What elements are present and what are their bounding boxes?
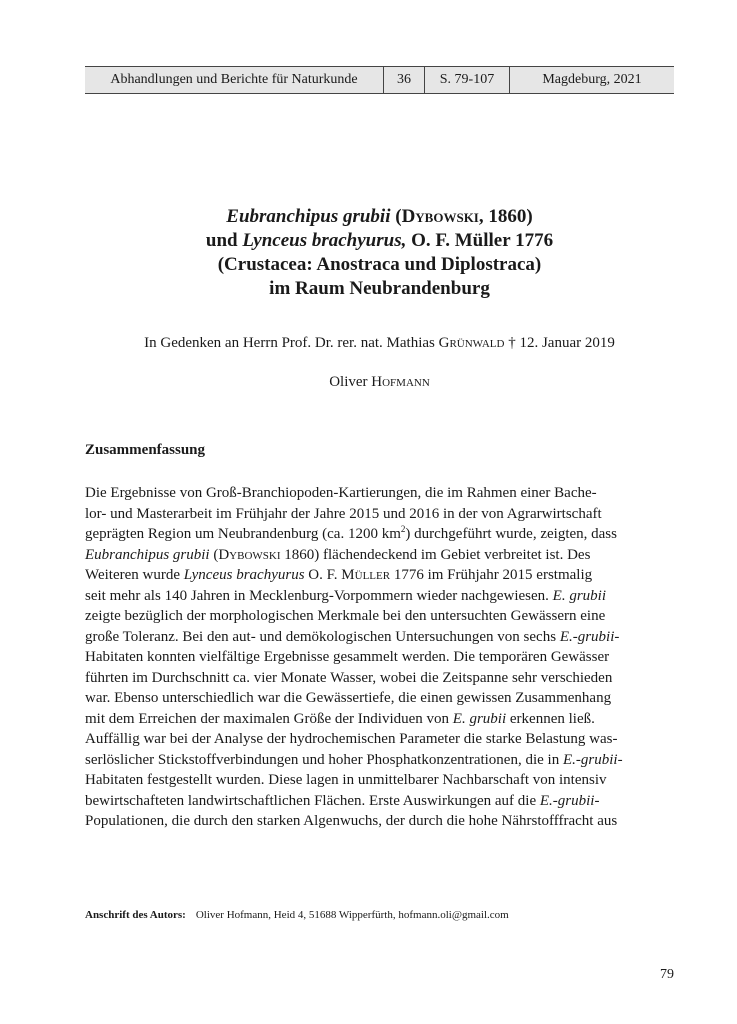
journal-header	[85, 66, 674, 94]
journal-name: Abhandlungen und Berichte für Naturkunde	[110, 72, 358, 87]
address-text: Oliver Hofmann, Heid 4, 51688 Wipperfürth, hofmann.oli@gmail.com	[195, 909, 509, 921]
author-name: Oliver Hofmann	[329, 374, 430, 390]
title-line-1	[85, 205, 674, 229]
title-author-1: (Dybowski, 1860)	[395, 206, 533, 227]
title-line-4: im Raum Neubrandenburg	[269, 278, 490, 299]
abstract-line: Weiteren wurde Lynceus brachyurus O. F. Müller 1776 im Frühjahr 2015 erstmalig	[85, 567, 593, 583]
dedication: In Gedenken an Herrn Prof. Dr. rer. nat. Mathias Grünwald † 12. Januar 2019	[144, 335, 615, 351]
abstract-body	[85, 483, 674, 832]
abstract-line: zeigte bezüglich der morphologischen Merkmale bei den untersuchten Gewässern eine	[85, 608, 606, 624]
title-species-1: Eubranchipus grubii	[226, 206, 391, 227]
abstract-line: mit dem Erreichen der maximalen Größe der Individuen von E. grubii erkennen ließ.	[85, 710, 595, 727]
abstract-line: lor- und Masterarbeit im Frühjahr der Jahre 2015 und 2016 in der von Agrarwirtschaft	[85, 505, 602, 522]
abstract-line: war. Ebenso unterschiedlich war die Gewässertiefe, die einen gewissen Zusammenhang	[85, 690, 612, 706]
abstract-line: führten im Durchschnitt ca. vier Monate Wasser, wobei die Zeitspanne sehr verschieden	[85, 669, 613, 686]
place-year: Magdeburg, 2021	[542, 72, 642, 87]
title-line-2: und Lynceus brachyurus, O. F. Müller 1776	[205, 230, 554, 251]
abstract-line: geprägten Region um Neubrandenburg (ca. 1200 $km^2$) durchgeführt wurde, zeigten, dass	[85, 524, 617, 542]
abstract-line: Auffällig war bei der Analyse der hydrochemischen Parameter die starke Belastung was-	[85, 731, 618, 747]
abstract-line: Die Ergebnisse von Groß-Branchiopoden-Kartierungen, die im Rahmen einer Bache-	[85, 485, 597, 501]
article-title	[85, 205, 674, 301]
abstract-line: Populationen, die durch den starken Algenwuchs, der durch die hohe Nährstofffracht aus	[85, 813, 618, 829]
abstract-line: seit mehr als 140 Jahren in Mecklenburg-Vorpommern wieder nachgewiesen. E. grubii	[85, 587, 606, 604]
abstract-line: Habitaten festgestellt wurden. Diese lagen in unmittelbarer Nachbarschaft von intensiv	[85, 772, 607, 788]
page-number: 79	[660, 967, 674, 982]
section-heading: Zusammenfassung	[85, 442, 206, 458]
title-line-3: (Crustacea: Anostraca und Diplostraca)	[217, 254, 542, 275]
abstract-line: große Toleranz. Bei den aut- und demökologischen Untersuchungen von sechs E.-grubii-	[85, 628, 620, 645]
page-range: S. 79-107	[425, 67, 510, 93]
volume-number: 36	[383, 67, 425, 93]
abstract-line: bewirtschafteten landwirtschaftlichen Flächen. Erste Auswirkungen auf die E.-grubii-	[85, 792, 600, 809]
abstract-line: Habitaten konnten vielfältige Ergebnisse gesammelt werden. Die temporären Gewässer	[85, 649, 610, 665]
abstract-line: Eubranchipus grubii (Dybowski 1860) flächendeckend im Gebiet verbreitet ist. Des	[85, 546, 591, 563]
title-species-2: Lynceus brachyurus,	[242, 230, 407, 251]
author-address: Anschrift des Autors: Oliver Hofmann, Heid 4, 51688 Wipperfürth, hofmann.oli@gmail.com	[85, 909, 509, 921]
abstract-line: serlöslicher Stickstoffverbindungen und hoher Phosphatkonzentrationen, die in E.-grubii-	[85, 751, 623, 768]
